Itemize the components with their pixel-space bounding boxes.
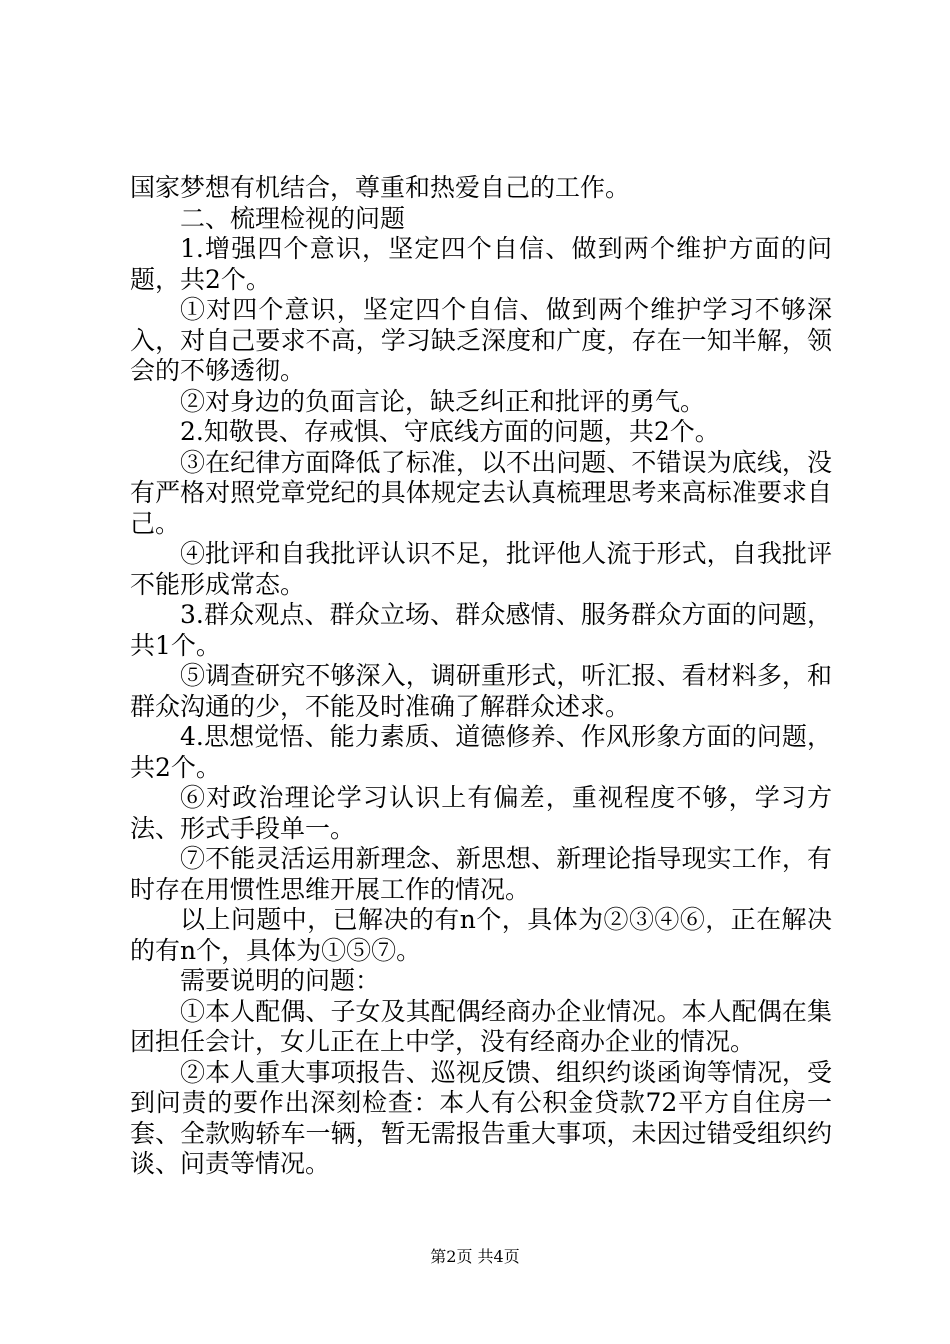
paragraph-13: ⑦不能灵活运用新理念、新思想、新理论指导现实工作，有时存在用惯性思维开展工作的情况。 [130, 844, 832, 904]
paragraph-11: 4.思想觉悟、能力素质、道德修养、作风形象方面的问题，共2个。 [130, 722, 832, 782]
paragraph-9: 3.群众观点、群众立场、群众感情、服务群众方面的问题，共1个。 [130, 600, 832, 660]
paragraph-17: ②本人重大事项报告、巡视反馈、组织约谈函询等情况，受到问责的要作出深刻检查：本人有公积金贷款72平方自住房一套、全款购轿车一辆，暂无需报告重大事项，未因过错受组织约谈、问责等情况。 [130, 1057, 832, 1178]
paragraph-3: 1.增强四个意识，坚定四个自信、做到两个维护方面的问题，共2个。 [130, 234, 832, 294]
paragraph-4: ①对四个意识，坚定四个自信、做到两个维护学习不够深入，对自己要求不高，学习缺乏深度和广度，存在一知半解，领会的不够透彻。 [130, 295, 832, 385]
paragraph-10: ⑤调查研究不够深入，调研重形式，听汇报、看材料多，和群众沟通的少，不能及时准确了解群众述求。 [130, 661, 832, 721]
paragraph-16: ①本人配偶、子女及其配偶经商办企业情况。本人配偶在集团担任会计，女儿正在上中学，没有经商办企业的情况。 [130, 996, 832, 1056]
paragraph-5: ②对身边的负面言论，缺乏纠正和批评的勇气。 [180, 386, 706, 416]
paragraph-14: 以上问题中，已解决的有n个，具体为②③④⑥，正在解决的有n个，具体为①⑤⑦。 [130, 905, 832, 965]
paragraph-6: 2.知敬畏、存戒惧、守底线方面的问题，共2个。 [180, 417, 720, 446]
document-body [130, 173, 832, 1180]
paragraph-1: 国家梦想有机结合，尊重和热爱自己的工作。 [130, 173, 631, 202]
page-number-label: 第2页 共4页 [430, 1247, 520, 1266]
section-heading: 二、梳理检视的问题 [180, 203, 406, 233]
paragraph-15: 需要说明的问题： [180, 966, 381, 995]
paragraph-12: ⑥对政治理论学习认识上有偏差，重视程度不够，学习方法、形式手段单一。 [130, 783, 832, 843]
paragraph-8: ④批评和自我批评认识不足，批评他人流于形式，自我批评不能形成常态。 [130, 539, 832, 599]
page-footer [0, 1247, 950, 1267]
paragraph-7: ③在纪律方面降低了标准，以不出问题、不错误为底线，没有严格对照党章党纪的具体规定去认真梳理思考来高标准要求自己。 [130, 447, 832, 538]
